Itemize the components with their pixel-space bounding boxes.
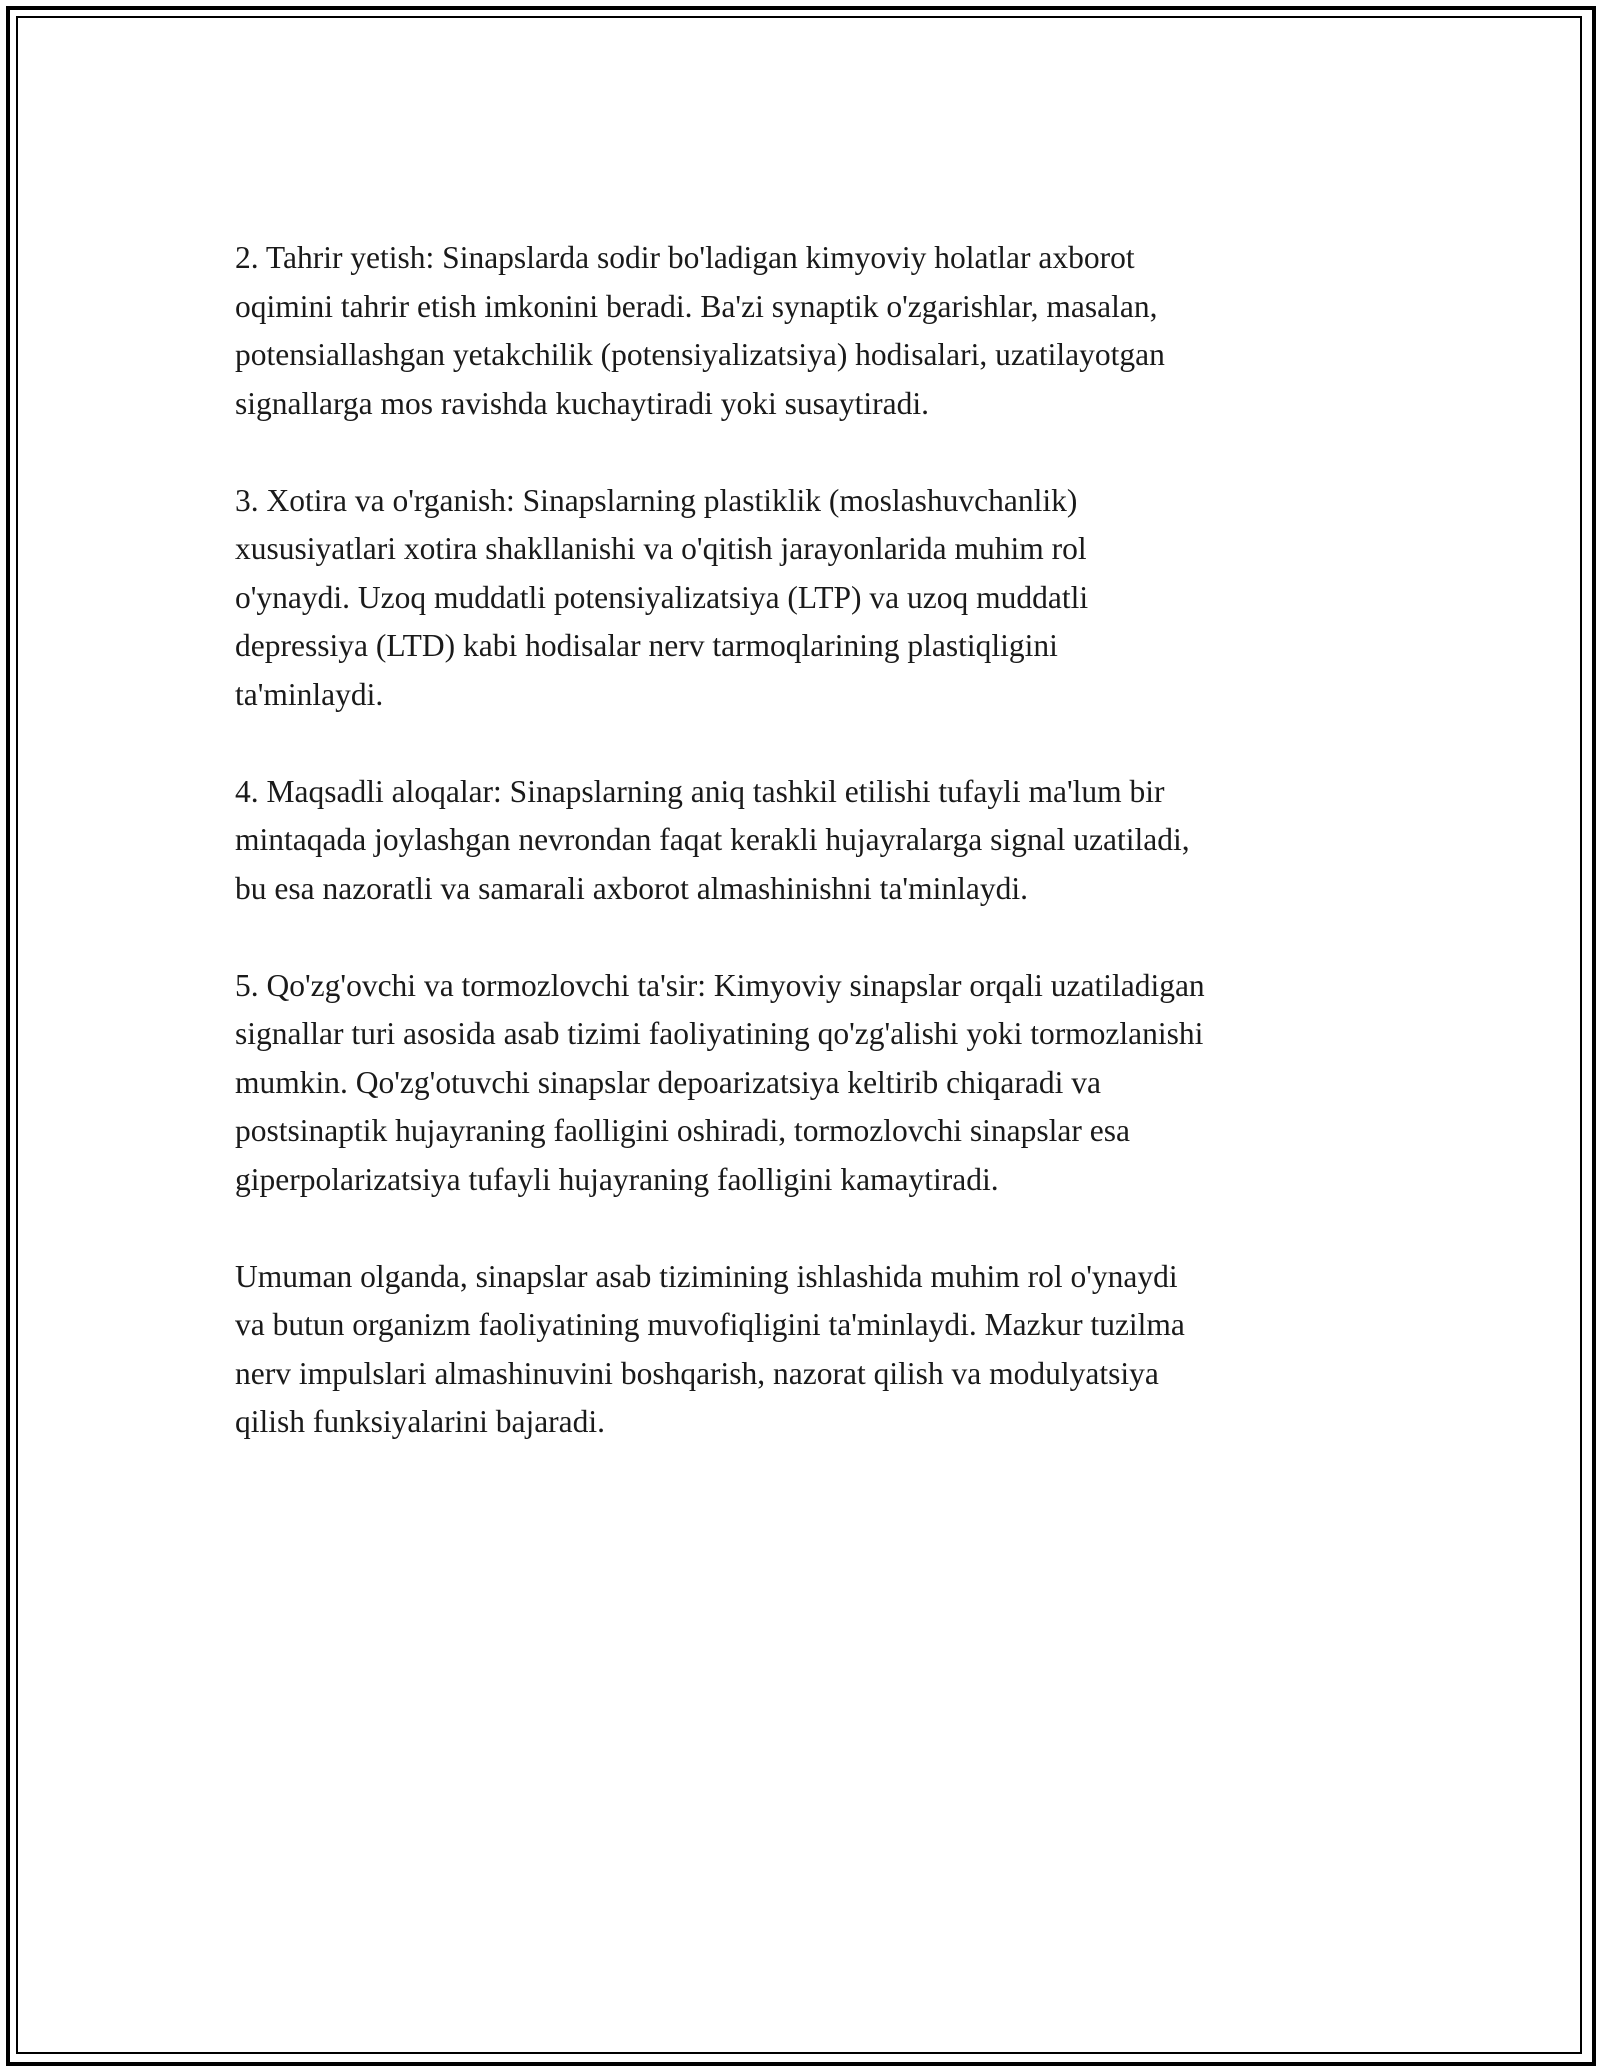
paragraph-memory-learning: 3. Xotira va o'rganish: Sinapslarning plastiklik (moslashuvchanlik) xususiyatlari xotira shakllanishi va o'qitish jarayonlarida muhim rol o'ynaydi. Uzoq muddatli potensiyalizatsiya (LTP) va uzoq muddatli depressiya (LTD) kabi hodisalar nerv tarmoqlarining plastiqligini ta'minlaydi. <box>235 482 1089 712</box>
paragraph-conclusion: Umuman olganda, sinapslar asab tizimining ishlashida muhim rol o'ynaydi va butun organizm faoliyatining muvofiqligini ta'minlaydi. Mazkur tuzilma nerv impulslari almashinuvini boshqarish, nazorat qilish va modulyatsiya qilish funksiyalarini bajaradi. <box>235 1258 1185 1439</box>
paragraph-editing: 2. Tahrir yetish: Sinapslarda sodir bo'ladigan kimyoviy holatlar axborot oqimini tahrir etish imkonini beradi. Ba'zi synaptik o'zgarishlar, masalan, potensiallashgan yetakchilik (potensiyalizatsiya) hodisalari, uzatilayotgan signallarga mos ravishda kuchaytiradi yoki susaytiradi. <box>235 240 1165 421</box>
paragraph-targeted-connections: 4. Maqsadli aloqalar: Sinapslarning aniq tashkil etilishi tufayli ma'lum bir mintaqada joylashgan nevrondan faqat kerakli hujayralarga signal uzatiladi, bu esa nazoratli va samarali axborot almashinishni ta'minlaydi. <box>235 773 1190 906</box>
document-body <box>235 234 1385 1447</box>
paragraph-excitatory-inhibitory: 5. Qo'zg'ovchi va tormozlovchi ta'sir: Kimyoviy sinapslar orqali uzatiladigan signallar turi asosida asab tizimi faoliyatining qo'zg'alishi yoki tormozlanishi mumkin. Qo'zg'otuvchi sinapslar depoarizatsiya keltirib chiqaradi va postsinaptik hujayraning faolligini oshiradi, tormozlovchi sinapslar esa giperpolarizatsiya tufayli hujayraning faolligini kamaytiradi. <box>235 967 1205 1197</box>
